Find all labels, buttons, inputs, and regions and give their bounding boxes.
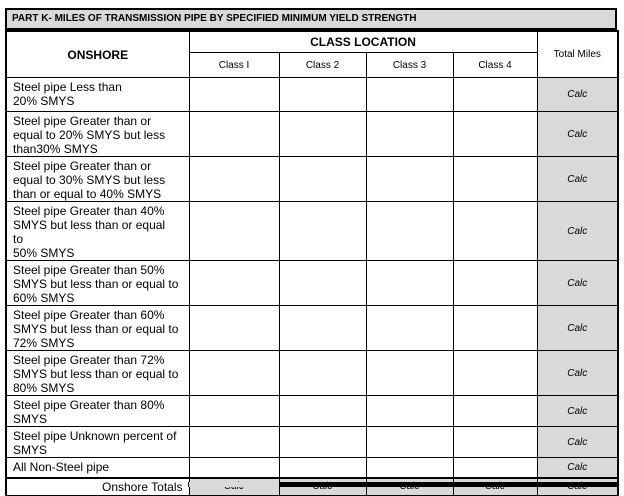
- class-3-input-cell[interactable]: [366, 112, 453, 157]
- class-4-input-cell[interactable]: [453, 112, 537, 157]
- row-total-calc: Calc: [537, 112, 618, 157]
- table-row: [6, 157, 618, 202]
- class-1-header: Class I: [189, 53, 279, 78]
- class-location-header: CLASS LOCATION: [189, 31, 537, 53]
- class-2-input-cell[interactable]: [279, 458, 366, 478]
- table-row: [6, 261, 618, 306]
- class-3-header: Class 3: [366, 53, 453, 78]
- class-4-input-cell[interactable]: [453, 261, 537, 306]
- class-2-input-cell[interactable]: [279, 157, 366, 202]
- class-1-input-cell[interactable]: [189, 157, 279, 202]
- onshore-header: ONSHORE: [6, 31, 189, 78]
- class-4-input-cell[interactable]: [453, 306, 537, 351]
- class-2-header: Class 2: [279, 53, 366, 78]
- class-1-input-cell[interactable]: [189, 458, 279, 478]
- row-total-calc: Calc: [537, 427, 618, 458]
- row-total-calc: Calc: [537, 306, 618, 351]
- row-label: Steel pipe Greater than or equal to 30% SMYS but less than or equal to 40% SMYS: [6, 157, 189, 202]
- class-4-input-cell[interactable]: [453, 458, 537, 478]
- class-3-input-cell[interactable]: [366, 351, 453, 396]
- row-total-calc: Calc: [537, 157, 618, 202]
- row-label: Steel pipe Greater than 72% SMYS but less than or equal to 80% SMYS: [6, 351, 189, 396]
- row-label: Steel pipe Unknown percent of SMYS: [6, 427, 189, 458]
- row-label: Steel pipe Greater than 40% SMYS but less than or equal to 50% SMYS: [6, 202, 189, 261]
- row-label: Steel pipe Greater than 80% SMYS: [6, 396, 189, 427]
- class-1-input-cell[interactable]: [189, 112, 279, 157]
- class-3-input-cell[interactable]: [366, 396, 453, 427]
- row-total-calc: Calc: [537, 261, 618, 306]
- row-label: Steel pipe Greater than 50% SMYS but less than or equal to 60% SMYS: [6, 261, 189, 306]
- bottom-strip-right: [280, 482, 617, 487]
- row-label: Steel pipe Greater than or equal to 20% SMYS but less than30% SMYS: [6, 112, 189, 157]
- class-4-input-cell[interactable]: [453, 157, 537, 202]
- table-row: [6, 202, 618, 261]
- class-1-input-cell[interactable]: [189, 78, 279, 112]
- class-1-input-cell[interactable]: [189, 396, 279, 427]
- part-k-title: PART K- MILES OF TRANSMISSION PIPE BY SPECIFIED MINIMUM YIELD STRENGTH: [5, 8, 617, 30]
- class-1-input-cell[interactable]: [189, 427, 279, 458]
- row-label: All Non-Steel pipe: [6, 458, 189, 478]
- table-row: [6, 458, 618, 478]
- class-4-header: Class 4: [453, 53, 537, 78]
- class-3-input-cell[interactable]: [366, 78, 453, 112]
- class-2-input-cell[interactable]: [279, 112, 366, 157]
- bottom-strip: [5, 482, 617, 487]
- class-1-input-cell[interactable]: [189, 351, 279, 396]
- class-2-input-cell[interactable]: [279, 427, 366, 458]
- row-label: Steel pipe Less than 20% SMYS: [6, 78, 189, 112]
- class-2-input-cell[interactable]: [279, 306, 366, 351]
- table-row: [6, 427, 618, 458]
- class-2-input-cell[interactable]: [279, 78, 366, 112]
- class-3-input-cell[interactable]: [366, 306, 453, 351]
- class-4-input-cell[interactable]: [453, 202, 537, 261]
- class-4-input-cell[interactable]: [453, 427, 537, 458]
- row-total-calc: Calc: [537, 351, 618, 396]
- class-3-input-cell[interactable]: [366, 261, 453, 306]
- class-3-input-cell[interactable]: [366, 202, 453, 261]
- table-row: [6, 351, 618, 396]
- smys-table: [5, 30, 619, 496]
- class-3-input-cell[interactable]: [366, 458, 453, 478]
- class-4-input-cell[interactable]: [453, 396, 537, 427]
- class-2-input-cell[interactable]: [279, 396, 366, 427]
- class-2-input-cell[interactable]: [279, 261, 366, 306]
- table-row: [6, 306, 618, 351]
- bottom-strip-left: [5, 482, 190, 487]
- total-miles-header: Total Miles: [537, 31, 618, 78]
- table-row: [6, 396, 618, 427]
- header-row-1: [6, 31, 618, 53]
- class-3-input-cell[interactable]: [366, 427, 453, 458]
- class-1-input-cell[interactable]: [189, 306, 279, 351]
- row-label: Steel pipe Greater than 60% SMYS but less than or equal to 72% SMYS: [6, 306, 189, 351]
- class-4-input-cell[interactable]: [453, 78, 537, 112]
- table-row: [6, 78, 618, 112]
- row-total-calc: Calc: [537, 396, 618, 427]
- class-1-input-cell[interactable]: [189, 202, 279, 261]
- row-total-calc: Calc: [537, 202, 618, 261]
- class-1-input-cell[interactable]: [189, 261, 279, 306]
- class-3-input-cell[interactable]: [366, 157, 453, 202]
- onshore-totals-label: Onshore Totals: [6, 478, 189, 496]
- table-row: [6, 112, 618, 157]
- class-2-input-cell[interactable]: [279, 202, 366, 261]
- class-2-input-cell[interactable]: [279, 351, 366, 396]
- row-total-calc: Calc: [537, 458, 618, 478]
- class-4-input-cell[interactable]: [453, 351, 537, 396]
- bottom-strip-mid: [188, 482, 280, 487]
- row-total-calc: Calc: [537, 78, 618, 112]
